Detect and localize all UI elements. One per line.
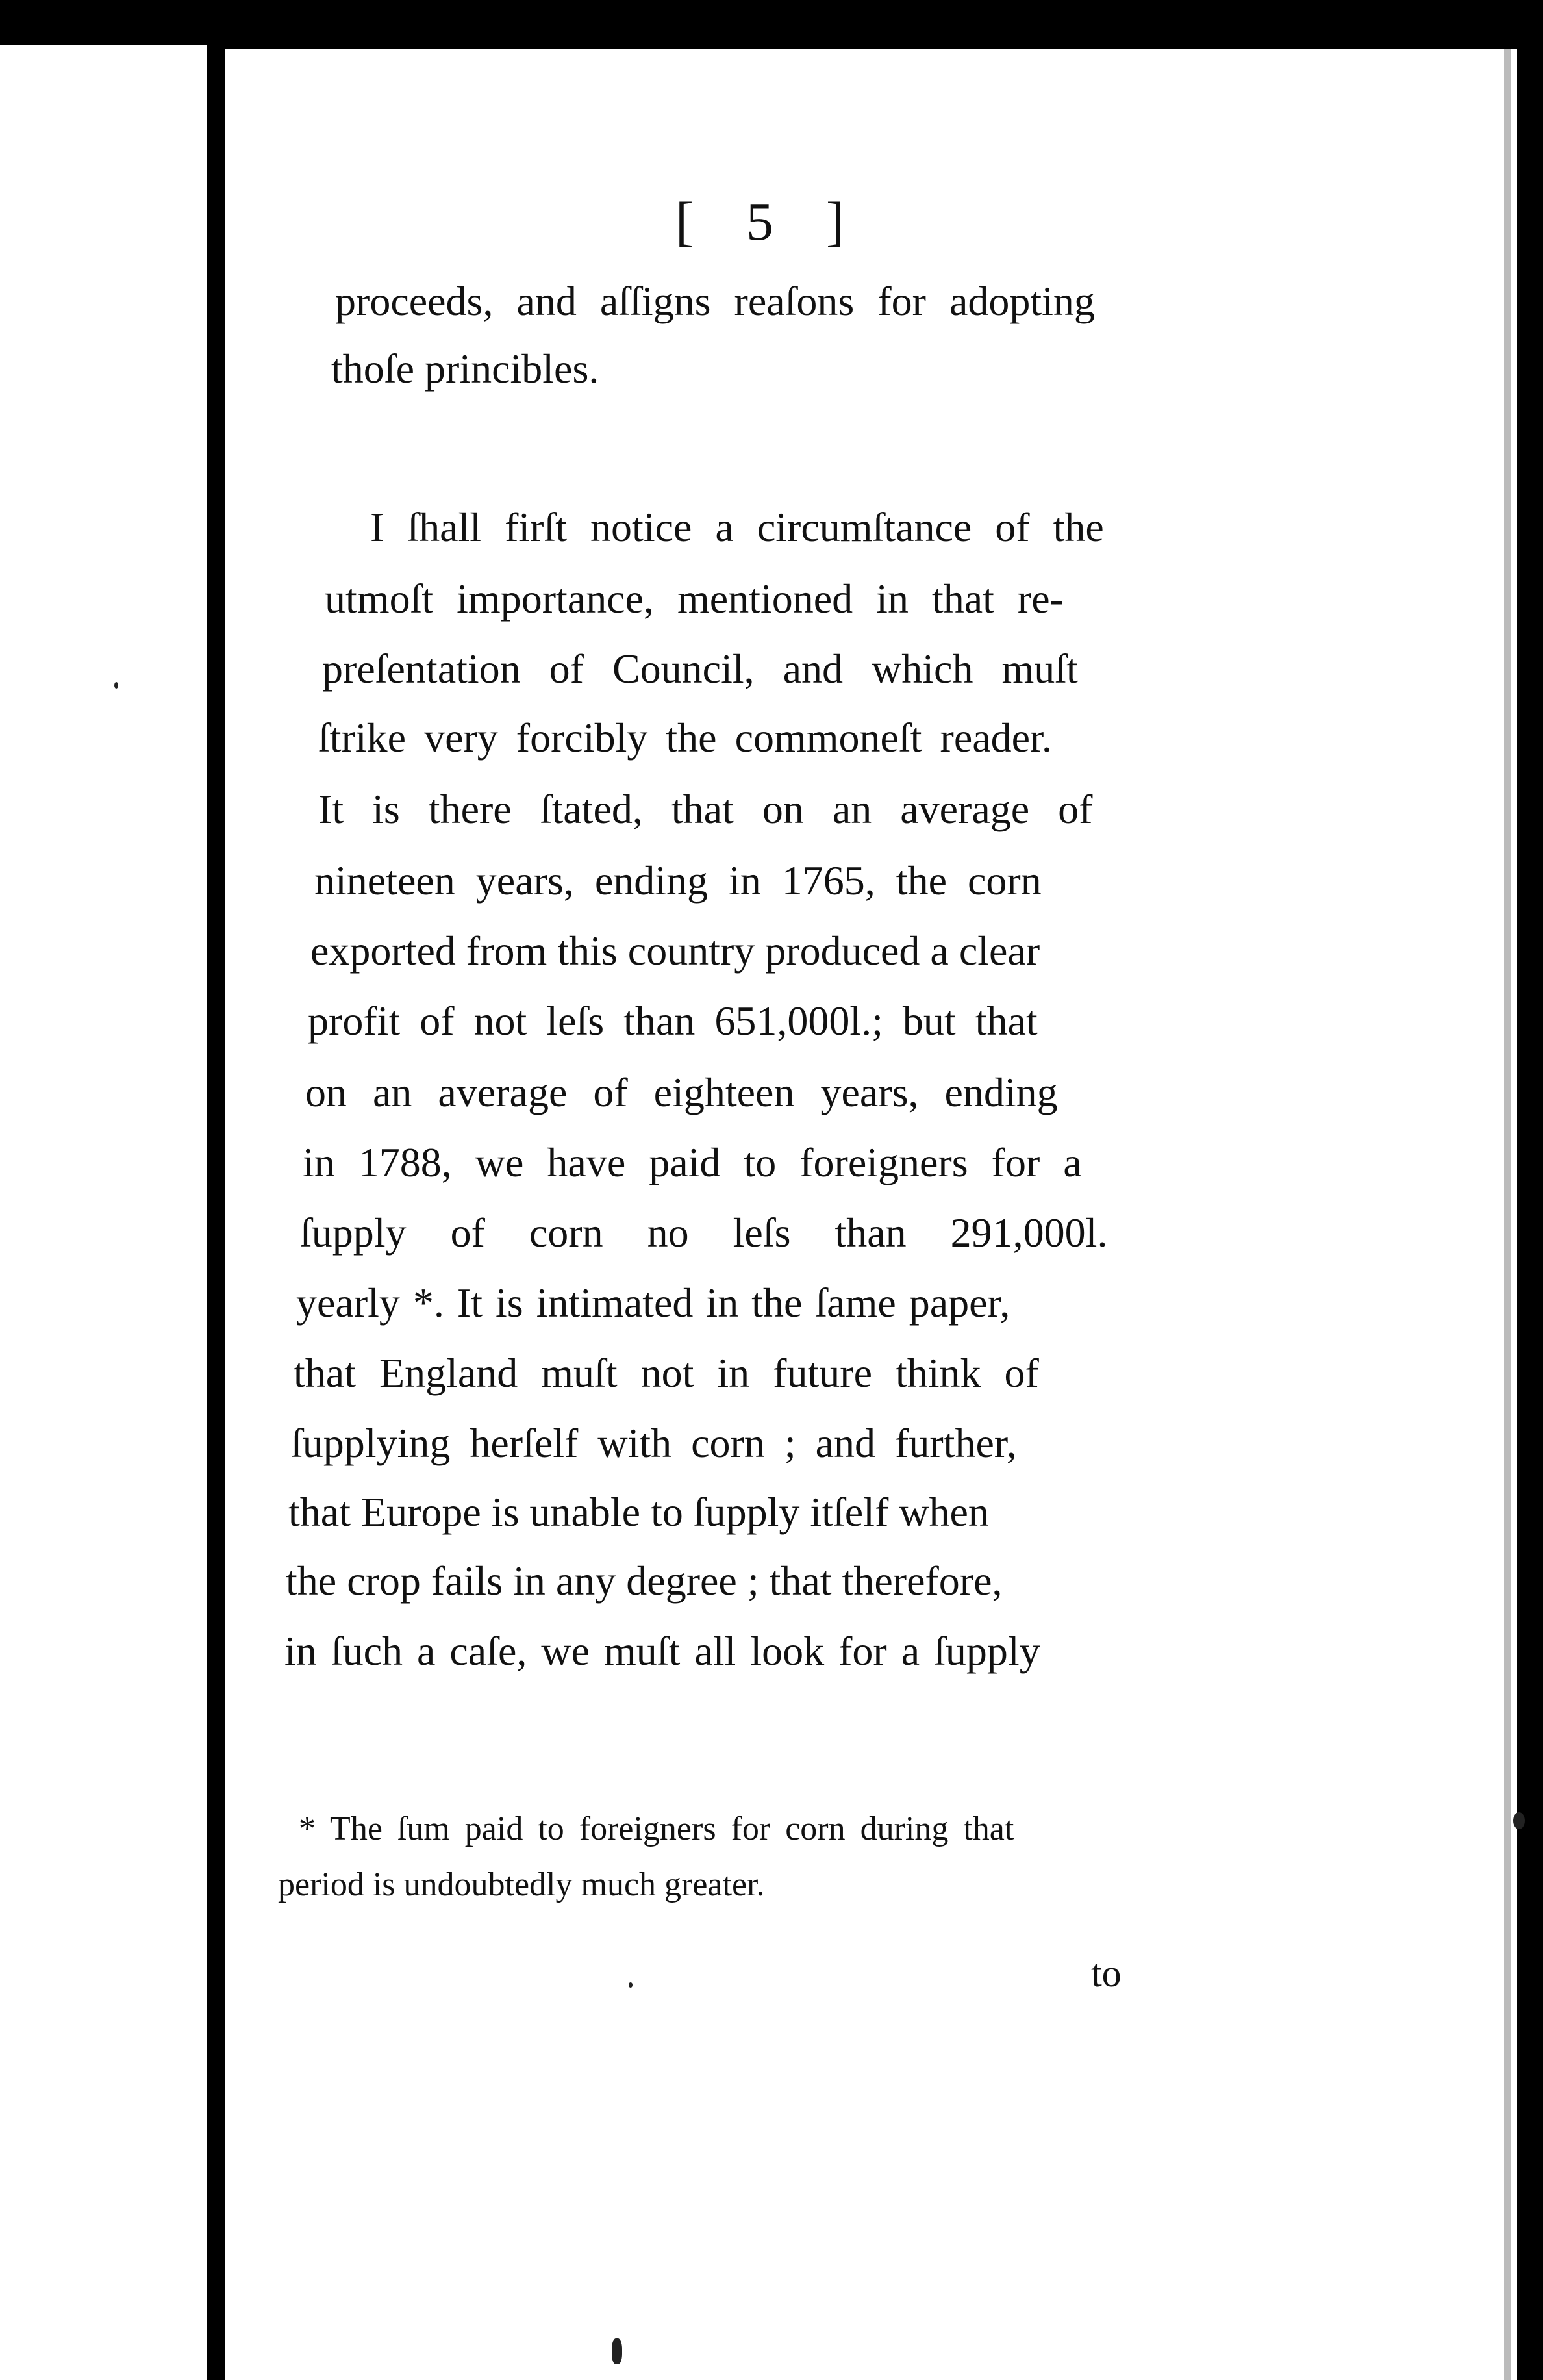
left-page-margin [0, 45, 207, 2380]
body-line-6: ſtrike very forcibly the commoneſt reader. [318, 715, 1052, 761]
body-line-19: in ſuch a caſe, we muſt all look for a ſupply [284, 1628, 1040, 1674]
body-line-16: ſupplying herſelf with corn ; and further, [291, 1420, 1017, 1466]
body-line-8: nineteen years, ending in 1765, the corn [314, 857, 1042, 904]
body-line-5: preſentation of Council, and which muſt [322, 646, 1078, 692]
body-line-2: thoſe princibles. [331, 346, 599, 392]
body-line-15: that England muſt not in future think of [294, 1350, 1039, 1396]
body-line-11: on an average of eighteen years, ending [305, 1069, 1058, 1115]
body-line-14: yearly *. It is intimated in the ſame paper, [296, 1280, 1010, 1326]
body-line-1: proceeds, and aſſigns reaſons for adopting [335, 278, 1095, 324]
book-spine [207, 0, 225, 2380]
footnote-line-1: * The ſum paid to foreigners for corn during that [299, 1810, 1014, 1847]
catchword: to [1091, 1952, 1122, 1995]
body-line-7: It is there ſtated, that on an average of [318, 786, 1093, 832]
body-line-3: I ſhall firſt notice a circumſtance of the [370, 504, 1104, 550]
page-edge-shadow [1504, 49, 1511, 2380]
body-line-4: utmoſt importance, mentioned in that re- [325, 576, 1064, 622]
ink-speck [612, 2338, 622, 2364]
body-line-18: the crop fails in any degree ; that therefore, [286, 1558, 1003, 1604]
body-line-10: profit of not leſs than 651,000l.; but that [308, 998, 1038, 1044]
ink-speck [114, 682, 118, 689]
body-line-13: ſupply of corn no leſs than 291,000l. [300, 1209, 1108, 1256]
footnote-line-2: period is undoubtedly much greater. [278, 1866, 765, 1903]
page-fore-edge [1517, 49, 1543, 2380]
page-number: [ 5 ] [675, 192, 864, 252]
body-line-9: exported from this country produced a clear [310, 928, 1040, 974]
body-line-12: in 1788, we have paid to foreigners for a [303, 1139, 1082, 1185]
ink-speck [629, 1982, 633, 1988]
ink-speck [1513, 1812, 1525, 1829]
body-line-17: that Europe is unable to ſupply itſelf when [288, 1489, 989, 1535]
